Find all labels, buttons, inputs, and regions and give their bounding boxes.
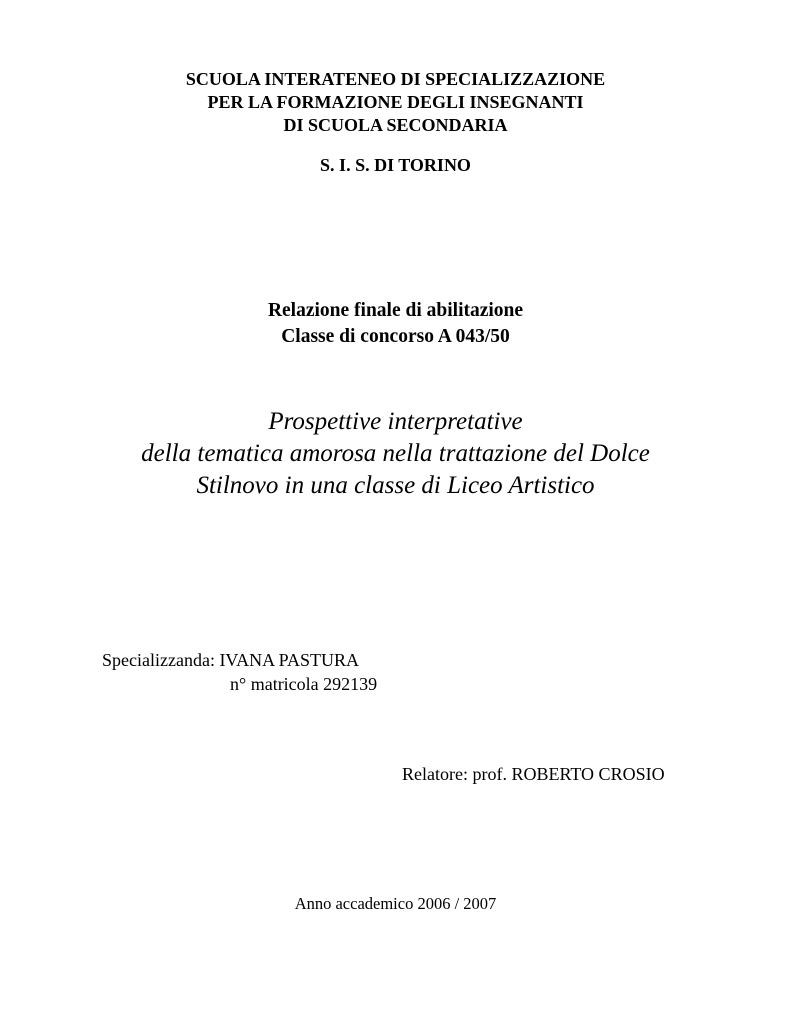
school-name-line-1: SCUOLA INTERATENEO DI SPECIALIZZAZIONE	[185, 69, 606, 89]
thesis-title-line-3: Stilnovo in una classe di Liceo Artistico	[196, 472, 595, 499]
school-name-line-3: DI SCUOLA SECONDARIA	[283, 115, 508, 135]
thesis-title	[0, 406, 791, 502]
supervisor: Relatore: prof. ROBERTO CROSIO	[402, 764, 665, 784]
report-type: Relazione finale di abilitazione	[267, 300, 524, 321]
student-name: Specializzanda: IVANA PASTURA	[102, 650, 359, 670]
school-location: S. I. S. DI TORINO	[320, 155, 471, 175]
thesis-title-line-1: Prospettive interpretative	[268, 408, 523, 435]
school-name-line-2: PER LA FORMAZIONE DEGLI INSEGNANTI	[207, 92, 584, 112]
thesis-title-line-2: della tematica amorosa nella trattazione del Dolce	[141, 440, 650, 467]
academic-year: Anno accademico 2006 / 2007	[294, 894, 497, 913]
student-info	[102, 648, 377, 696]
school-header	[0, 68, 791, 177]
report-info	[0, 298, 791, 350]
competition-class: Classe di concorso A 043/50	[281, 326, 510, 347]
student-matricola: n° matricola 292139	[230, 674, 378, 694]
